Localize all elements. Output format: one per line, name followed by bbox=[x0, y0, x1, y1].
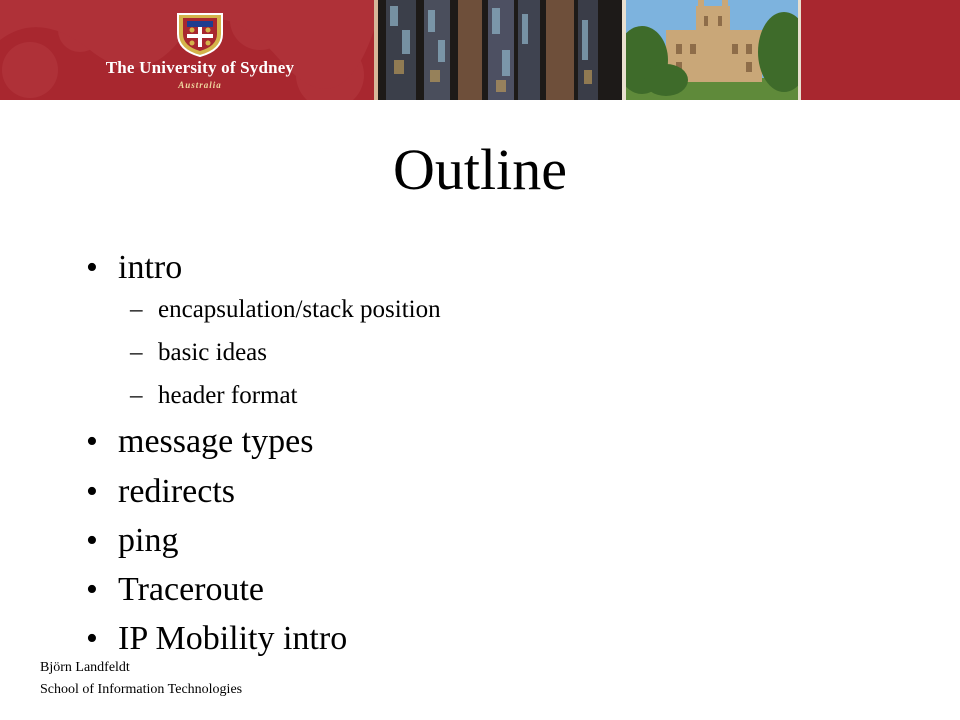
sub-bullet-item bbox=[130, 338, 267, 368]
sub-bullet-item bbox=[130, 295, 441, 325]
dash-icon: – bbox=[130, 339, 143, 366]
sub-bullet-label: basic ideas bbox=[158, 339, 267, 366]
bullet-icon: • bbox=[86, 423, 98, 460]
bullet-icon: • bbox=[86, 571, 98, 608]
bullet-icon: • bbox=[86, 522, 98, 559]
bullet-item bbox=[86, 422, 313, 462]
header-banner bbox=[0, 0, 960, 100]
bullet-label: intro bbox=[118, 249, 183, 286]
university-subtitle: Australia bbox=[178, 80, 222, 90]
bullet-item bbox=[86, 521, 178, 561]
slide-title: Outline bbox=[393, 137, 567, 202]
bullet-label: redirects bbox=[118, 473, 236, 510]
bullet-label: Traceroute bbox=[118, 571, 265, 608]
bullet-item bbox=[86, 472, 235, 512]
stained-glass-photo bbox=[378, 0, 622, 100]
university-name: The University of Sydney bbox=[105, 58, 295, 77]
banner-divider bbox=[798, 0, 801, 100]
bullet-icon: • bbox=[86, 473, 98, 510]
quadrangle-photo bbox=[626, 0, 798, 100]
sub-bullet-label: header format bbox=[158, 382, 298, 409]
bullet-item bbox=[86, 570, 264, 610]
bullet-icon: • bbox=[86, 620, 98, 657]
bullet-label: IP Mobility intro bbox=[118, 620, 348, 657]
footer-author: Björn Landfeldt bbox=[40, 660, 130, 675]
bullet-item bbox=[86, 248, 182, 288]
dash-icon: – bbox=[130, 296, 143, 323]
bullet-item bbox=[86, 619, 347, 659]
dash-icon: – bbox=[130, 382, 143, 409]
bullet-label: ping bbox=[118, 522, 179, 559]
footer-school: School of Information Technologies bbox=[40, 682, 243, 697]
bullet-icon: • bbox=[86, 249, 98, 286]
university-crest-icon bbox=[172, 10, 228, 58]
bullet-label: message types bbox=[118, 423, 314, 460]
sub-bullet-label: encapsulation/stack position bbox=[158, 296, 441, 323]
sub-bullet-item bbox=[130, 381, 298, 411]
